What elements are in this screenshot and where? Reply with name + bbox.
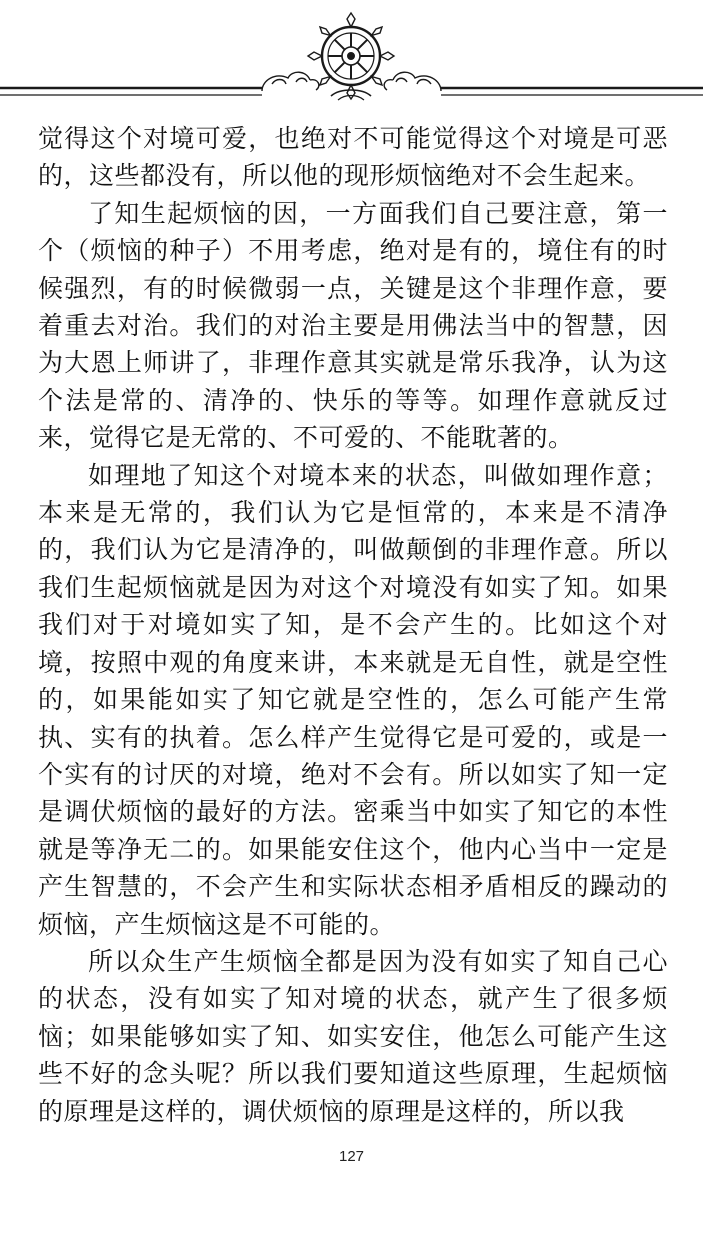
header-ornament: [0, 0, 703, 112]
cloud-left-icon: [262, 72, 319, 91]
paragraph-1: 觉得这个对境可爱，也绝对不可能觉得这个对境是可恶的，这些都没有，所以他的现形烦恼绝对不会生起来。: [38, 124, 668, 191]
header-rule-lines: [0, 88, 703, 95]
cloud-right-icon: [384, 72, 441, 91]
body-text: [38, 120, 668, 1130]
paragraph-4: 所以众生产生烦恼全都是因为没有如实了知自己心的状态，没有如实了知对境的状态，就产生了很多烦恼；如果能够如实了知、如实安住，他怎么可能产生这些不好的念头呢？所以我们要知道这些原理，生起烦恼的原理是这样的，调伏烦恼的原理是这样的，所以我: [38, 946, 668, 1126]
page-number: 127: [338, 1148, 365, 1165]
dharma-wheel-icon: [308, 13, 394, 100]
paragraph-3: 如理地了知这个对境本来的状态，叫做如理作意；本来是无常的，我们认为它是恒常的，本来是不清净的，我们认为它是清净的，叫做颠倒的非理作意。所以我们生起烦恼就是因为对这个对境没有如实了知。如果我们对于对境如实了知，是不会产生的。比如这个对境，按照中观的角度来讲，本来就是无自性，就是空性的，如果能如实了知它就是空性的，怎么可能产生常执、实有的执着。怎么样产生觉得它是可爱的，或是一个实有的讨厌的对境，绝对不会有。所以如实了知一定是调伏烦恼的最好的方法。密乘当中如实了知它的本性就是等净无二的。如果能安住这个，他内心当中一定是产生智慧的，不会产生和实际状态相矛盾相反的躁动的烦恼，产生烦恼这是不可能的。: [38, 460, 668, 939]
paragraph-2: 了知生起烦恼的因，一方面我们自己要注意，第一个（烦恼的种子）不用考虑，绝对是有的，境住有的时候强烈，有的时候微弱一点，关键是这个非理作意，要着重去对治。我们的对治主要是用佛法当中的智慧，因为大恩上师讲了，非理作意其实就是常乐我净，认为这个法是常的、清净的、快乐的等等。如理作意就反过来，觉得它是无常的、不可爱的、不能耽著的。: [38, 198, 668, 453]
